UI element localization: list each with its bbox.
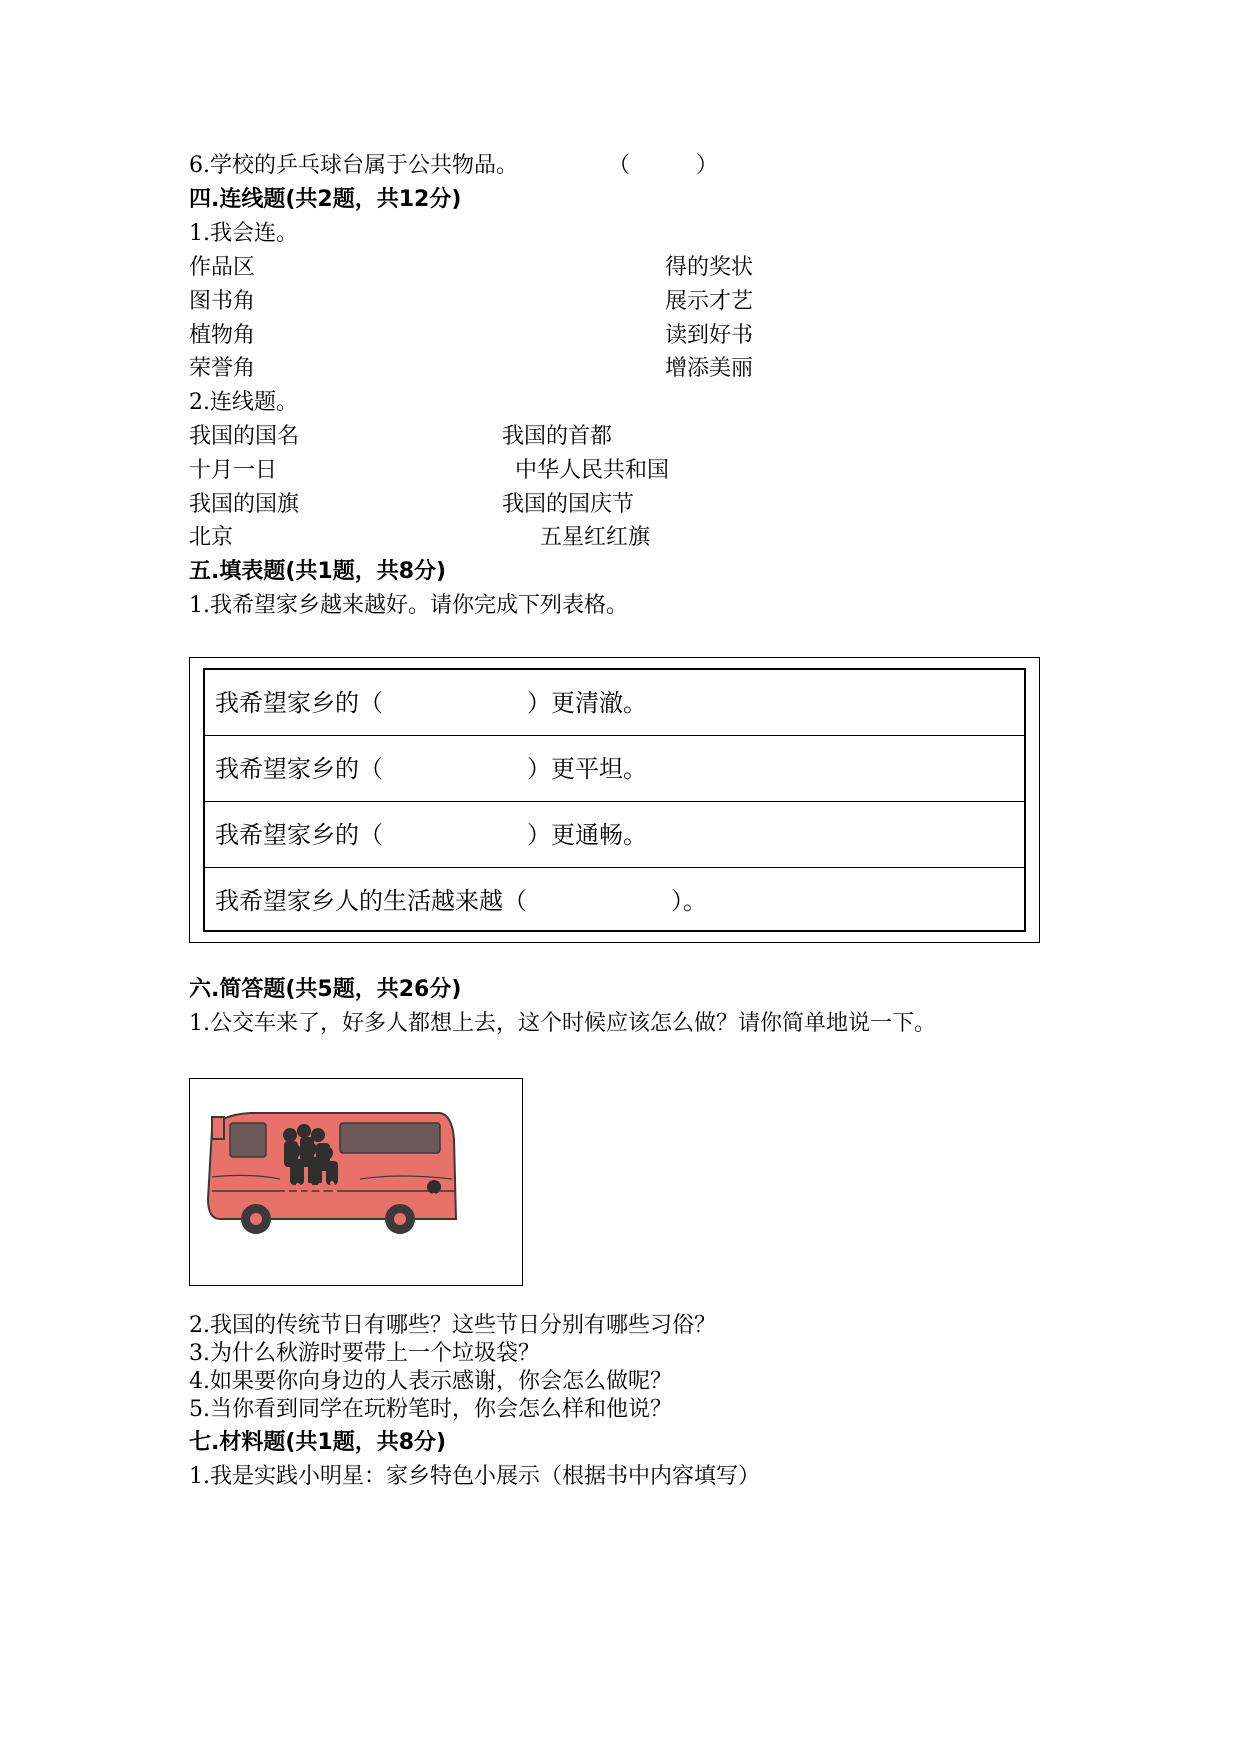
row-text-before: 我希望家乡的（: [215, 821, 383, 849]
matching-q1-left-item: 作品区: [189, 255, 256, 280]
matching-q2-prompt: 2.连线题。: [189, 390, 298, 415]
row-text-after: ）。: [671, 887, 707, 915]
matching-q2-left-item: 北京: [189, 525, 234, 550]
matching-q1-left-item: 荣誉角: [189, 356, 256, 381]
row-text-after: ）更清澈。: [527, 689, 647, 717]
matching-q1-left-item: 植物角: [189, 323, 256, 348]
short-answer-q3: 3.为什么秋游时要带上一个垃圾袋？: [189, 1341, 540, 1366]
matching-q1-prompt: 1.我会连。: [189, 221, 298, 246]
short-answer-q1: 1.公交车来了，好多人都想上去，这个时候应该怎么做？请你简单地说一下。: [189, 1011, 936, 1036]
material-q1: 1.我是实践小明星：家乡特色小展示（根据书中内容填写）: [189, 1464, 760, 1489]
row-text-after: ）更平坦。: [527, 755, 647, 783]
fill-table-prompt: 1.我希望家乡越来越好。请你完成下列表格。: [189, 593, 628, 618]
short-answer-q2: 2.我国的传统节日有哪些？这些节日分别有哪些习俗？: [189, 1313, 716, 1338]
matching-q2-left-item: 十月一日: [189, 458, 278, 483]
section-4-heading: 四.连线题(共2题，共12分): [189, 187, 462, 212]
matching-q2-left-item: 我国的国旗: [189, 492, 300, 517]
section-5-heading: 五.填表题(共1题，共8分): [189, 559, 447, 584]
matching-q2-right-item: 我国的国庆节: [502, 492, 635, 517]
fill-table-row: [205, 802, 1024, 868]
answer-parentheses: （ ）: [608, 153, 719, 178]
matching-q1-right-item: 得的奖状: [665, 255, 754, 280]
matching-q1-right-item: 增添美丽: [665, 356, 754, 381]
bus-illustration-frame: [189, 1078, 523, 1286]
bus-crowd-illustration: [190, 1079, 522, 1285]
matching-q2-left-item: 我国的国名: [189, 424, 300, 449]
row-text-before: 我希望家乡的（: [215, 689, 383, 717]
section-6-heading: 六.简答题(共5题，共26分): [189, 977, 462, 1002]
section-7-heading: 七.材料题(共1题，共8分): [189, 1430, 447, 1455]
matching-q2-right-item: 我国的首都: [502, 424, 613, 449]
matching-q2-right-item: 五星红红旗: [540, 525, 651, 550]
row-text-before: 我希望家乡人的生活越来越（: [215, 887, 527, 915]
fill-table-row: [205, 868, 1024, 934]
fill-table-row: [205, 670, 1024, 736]
matching-q1-right-item: 展示才艺: [665, 289, 754, 314]
row-text-after: ）更通畅。: [527, 821, 647, 849]
matching-q1-right-item: 读到好书: [665, 323, 754, 348]
fill-table: [189, 657, 1040, 943]
short-answer-q5: 5.当你看到同学在玩粉笔时，你会怎么样和他说？: [189, 1397, 672, 1422]
fill-table-row: [205, 736, 1024, 802]
matching-q1-left-item: 图书角: [189, 289, 256, 314]
short-answer-q4: 4.如果要你向身边的人表示感谢，你会怎么做呢？: [189, 1369, 672, 1394]
question-6: 6.学校的乒乓球台属于公共物品。: [189, 153, 518, 178]
matching-q2-right-item: 中华人民共和国: [515, 458, 670, 483]
fill-table-inner-border: [203, 668, 1026, 932]
row-text-before: 我希望家乡的（: [215, 755, 383, 783]
